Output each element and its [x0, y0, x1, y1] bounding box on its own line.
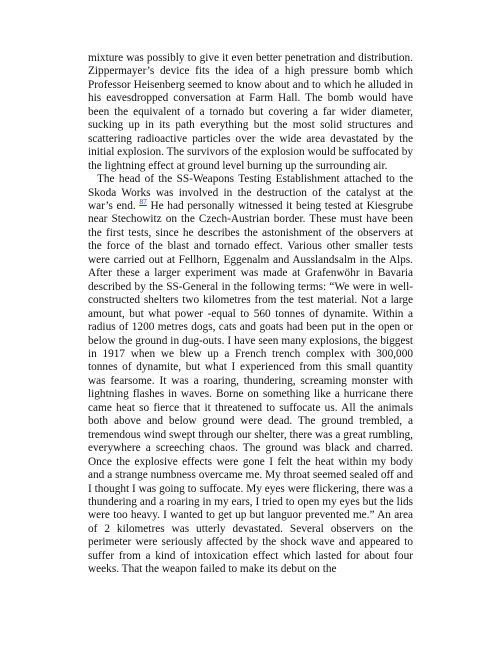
- document-page: [88, 52, 413, 577]
- paragraph-2: [88, 173, 413, 577]
- paragraph-2-text-start: The head of the SS-Weapons Testing Establishment attached to the Skoda Works was involved in the destruction of the catalyst at the war’s end.: [88, 173, 413, 212]
- paragraph-2-text-continued: He had personally witnessed it being tested at Kiesgrube near Stechowitz on the Czech-Austrian border. These must have been the first tests, since he describes the astonishment of the observers at the force of the blast and tornado effect. Various other smaller tests were carried out at Fellhorn, Eggenalm and Ausslandsalm in the Alps. After these a larger experiment was made at Grafenwöhr in Bavaria described by the SS-General in the following terms: “We were in well-constructed shelters two kilometres from the test material. Not a large amount, but what power -equal to 560 tonnes of dynamite. Within a radius of 1200 metres dogs, cats and goats had been put in the open or below the ground in dug-outs. I have seen many explosions, the biggest in 1917 when we blew up a French trench complex with 300,000 tonnes of dynamite, but what I experienced from this small quantity was fearsome. It was a roaring, thundering, screaming monster with lightning flashes in waves. Borne on something like a hurricane there came heat so fierce that it threatened to suffocate us. All the animals both above and below ground were dead. The ground trembled, a tremendous wind swept through our shelter, there was a great rumbling, everywhere a screeching chaos. The ground was black and charred. Once the explosive effects were gone I felt the heat within my body and a strange numbness overcame me. My throat seemed sealed off and I thought I was going to suffocate. My eyes were flickering, there was a thundering and a roaring in my ears, I tried to open my eyes but the lids were too heavy. I wanted to get up but languor prevented me.” An area of 2 kilometres was utterly devastated. Several observers on the perimeter were seriously affected by the shock wave and appeared to suffer from a kind of intoxication effect which lasted for about four weeks. That the weapon failed to make its debut on the: [88, 199, 414, 576]
- footnote-87-link[interactable]: 87: [139, 197, 147, 207]
- paragraph-1: mixture was possibly to give it even better penetration and distribution. Zippermayer’s device fits the idea of a high pressure bomb which Professor Heisenberg seemed to know about and to which he alluded in his eavesdropped conversation at Farm Hall. The bomb would have been the equivalent of a tornado but covering a far wider diameter, sucking up in its path everything but the most solid structures and scattering radioactive particles over the wide area devastated by the initial explosion. The survivors of the explosion would be suffocated by the lightning effect at ground level burning up the surrounding air.: [88, 52, 413, 172]
